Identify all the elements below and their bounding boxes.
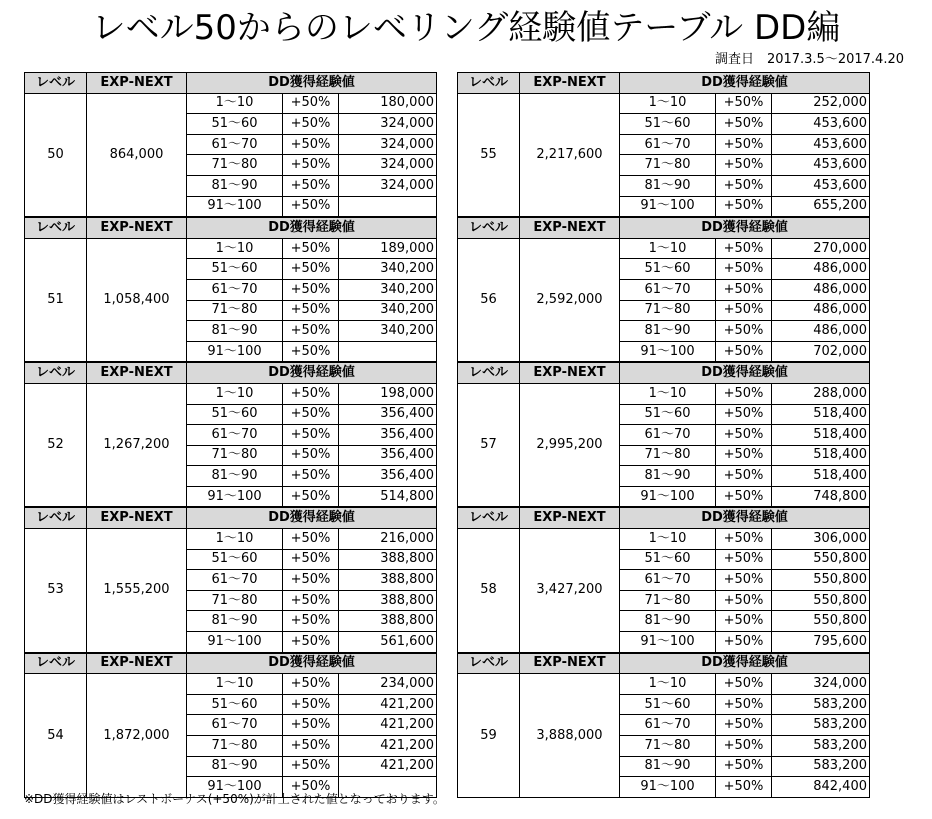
exp-next-cell: 1,872,000 bbox=[87, 674, 187, 798]
bonus-cell: +50% bbox=[716, 529, 772, 550]
level-table-54 bbox=[24, 653, 437, 798]
exp-value-cell: 655,200 bbox=[772, 196, 870, 217]
header-exp-next: EXP-NEXT bbox=[87, 653, 187, 674]
header-level: レベル bbox=[458, 363, 520, 384]
range-cell: 51～60 bbox=[620, 259, 716, 280]
bonus-cell: +50% bbox=[283, 341, 339, 362]
range-cell: 91～100 bbox=[187, 486, 283, 507]
range-cell: 81～90 bbox=[620, 611, 716, 632]
level-table-59 bbox=[457, 653, 870, 798]
table-row bbox=[458, 529, 870, 550]
exp-value-cell: 216,000 bbox=[339, 529, 437, 550]
bonus-cell: +50% bbox=[283, 674, 339, 695]
exp-value-cell: 324,000 bbox=[339, 134, 437, 155]
range-cell: 61～70 bbox=[187, 715, 283, 736]
range-cell: 1～10 bbox=[187, 93, 283, 114]
header-exp-next: EXP-NEXT bbox=[520, 218, 620, 239]
exp-value-cell: 252,000 bbox=[772, 93, 870, 114]
range-cell: 1～10 bbox=[620, 93, 716, 114]
bonus-cell: +50% bbox=[283, 134, 339, 155]
range-cell: 91～100 bbox=[187, 341, 283, 362]
bonus-cell: +50% bbox=[283, 300, 339, 321]
bonus-cell: +50% bbox=[283, 715, 339, 736]
exp-value-cell: 550,800 bbox=[772, 611, 870, 632]
bonus-cell: +50% bbox=[283, 114, 339, 135]
exp-value-cell: 583,200 bbox=[772, 694, 870, 715]
right-column bbox=[457, 72, 870, 798]
table-header-row bbox=[25, 363, 437, 384]
header-dd-exp: DD獲得経験値 bbox=[620, 218, 870, 239]
bonus-cell: +50% bbox=[716, 300, 772, 321]
bonus-cell: +50% bbox=[283, 238, 339, 259]
range-cell: 61～70 bbox=[187, 279, 283, 300]
bonus-cell: +50% bbox=[716, 632, 772, 653]
bonus-cell: +50% bbox=[716, 425, 772, 446]
table-row bbox=[458, 674, 870, 695]
exp-value-cell: 388,800 bbox=[339, 590, 437, 611]
bonus-cell: +50% bbox=[716, 93, 772, 114]
bonus-cell: +50% bbox=[283, 93, 339, 114]
level-table-58 bbox=[457, 507, 870, 652]
level-cell: 55 bbox=[458, 93, 520, 217]
range-cell: 91～100 bbox=[187, 196, 283, 217]
bonus-cell: +50% bbox=[716, 404, 772, 425]
header-dd-exp: DD獲得経験値 bbox=[187, 653, 437, 674]
range-cell: 1～10 bbox=[620, 674, 716, 695]
level-table-52 bbox=[24, 362, 437, 507]
header-level: レベル bbox=[458, 653, 520, 674]
table-header-row bbox=[458, 218, 870, 239]
level-cell: 50 bbox=[25, 93, 87, 217]
header-level: レベル bbox=[25, 508, 87, 529]
exp-value-cell: 288,000 bbox=[772, 383, 870, 404]
bonus-cell: +50% bbox=[716, 549, 772, 570]
table-header-row bbox=[458, 363, 870, 384]
exp-value-cell: 324,000 bbox=[339, 175, 437, 196]
exp-next-cell: 1,555,200 bbox=[87, 529, 187, 653]
header-dd-exp: DD獲得経験値 bbox=[187, 363, 437, 384]
bonus-cell: +50% bbox=[716, 341, 772, 362]
level-cell: 58 bbox=[458, 529, 520, 653]
exp-value-cell: 421,200 bbox=[339, 736, 437, 757]
range-cell: 91～100 bbox=[620, 486, 716, 507]
exp-next-cell: 3,888,000 bbox=[520, 674, 620, 798]
bonus-cell: +50% bbox=[283, 425, 339, 446]
table-row bbox=[458, 93, 870, 114]
exp-next-cell: 2,995,200 bbox=[520, 383, 620, 507]
exp-value-cell: 198,000 bbox=[339, 383, 437, 404]
table-row bbox=[458, 383, 870, 404]
exp-value-cell: 356,400 bbox=[339, 425, 437, 446]
exp-value-cell: 388,800 bbox=[339, 570, 437, 591]
header-level: レベル bbox=[25, 73, 87, 94]
range-cell: 51～60 bbox=[620, 694, 716, 715]
range-cell: 51～60 bbox=[187, 549, 283, 570]
footnote: ※DD獲得経験値はレストボーナス(+50%)が計上された値となっております。 bbox=[24, 792, 445, 806]
exp-value-cell: 583,200 bbox=[772, 736, 870, 757]
bonus-cell: +50% bbox=[283, 383, 339, 404]
range-cell: 51～60 bbox=[620, 549, 716, 570]
exp-value-cell: 486,000 bbox=[772, 259, 870, 280]
exp-next-cell: 1,058,400 bbox=[87, 238, 187, 362]
exp-value-cell: 518,400 bbox=[772, 404, 870, 425]
table-header-row bbox=[25, 653, 437, 674]
bonus-cell: +50% bbox=[283, 632, 339, 653]
exp-value-cell: 340,200 bbox=[339, 300, 437, 321]
bonus-cell: +50% bbox=[716, 715, 772, 736]
exp-value-cell: 453,600 bbox=[772, 134, 870, 155]
range-cell: 91～100 bbox=[620, 777, 716, 798]
header-exp-next: EXP-NEXT bbox=[520, 508, 620, 529]
range-cell: 61～70 bbox=[620, 279, 716, 300]
bonus-cell: +50% bbox=[716, 321, 772, 342]
exp-value-cell: 518,400 bbox=[772, 425, 870, 446]
bonus-cell: +50% bbox=[716, 238, 772, 259]
range-cell: 1～10 bbox=[620, 529, 716, 550]
table-header-row bbox=[458, 508, 870, 529]
level-cell: 57 bbox=[458, 383, 520, 507]
range-cell: 81～90 bbox=[187, 611, 283, 632]
exp-value-cell: 340,200 bbox=[339, 259, 437, 280]
table-header-row bbox=[25, 218, 437, 239]
header-level: レベル bbox=[25, 363, 87, 384]
bonus-cell: +50% bbox=[716, 756, 772, 777]
bonus-cell: +50% bbox=[283, 175, 339, 196]
exp-value-cell: 356,400 bbox=[339, 445, 437, 466]
level-cell: 56 bbox=[458, 238, 520, 362]
level-cell: 51 bbox=[25, 238, 87, 362]
exp-value-cell: 180,000 bbox=[339, 93, 437, 114]
bonus-cell: +50% bbox=[283, 279, 339, 300]
table-row bbox=[25, 529, 437, 550]
exp-value-cell: 518,400 bbox=[772, 445, 870, 466]
exp-value-cell: 421,200 bbox=[339, 694, 437, 715]
range-cell: 81～90 bbox=[620, 756, 716, 777]
bonus-cell: +50% bbox=[283, 155, 339, 176]
range-cell: 81～90 bbox=[187, 466, 283, 487]
exp-value-cell: 453,600 bbox=[772, 114, 870, 135]
exp-value-cell: 189,000 bbox=[339, 238, 437, 259]
bonus-cell: +50% bbox=[716, 196, 772, 217]
range-cell: 51～60 bbox=[620, 404, 716, 425]
range-cell: 81～90 bbox=[620, 466, 716, 487]
table-row bbox=[25, 238, 437, 259]
level-table-55 bbox=[457, 72, 870, 217]
range-cell: 71～80 bbox=[187, 300, 283, 321]
range-cell: 71～80 bbox=[620, 736, 716, 757]
table-header-row bbox=[458, 653, 870, 674]
header-exp-next: EXP-NEXT bbox=[520, 73, 620, 94]
range-cell: 81～90 bbox=[620, 321, 716, 342]
exp-value-cell: 453,600 bbox=[772, 155, 870, 176]
range-cell: 1～10 bbox=[187, 674, 283, 695]
range-cell: 61～70 bbox=[187, 134, 283, 155]
bonus-cell: +50% bbox=[716, 486, 772, 507]
level-cell: 54 bbox=[25, 674, 87, 798]
exp-value-cell: 550,800 bbox=[772, 549, 870, 570]
range-cell: 71～80 bbox=[620, 300, 716, 321]
header-dd-exp: DD獲得経験値 bbox=[620, 73, 870, 94]
exp-value-cell: 486,000 bbox=[772, 279, 870, 300]
bonus-cell: +50% bbox=[716, 175, 772, 196]
bonus-cell: +50% bbox=[716, 466, 772, 487]
bonus-cell: +50% bbox=[283, 694, 339, 715]
range-cell: 91～100 bbox=[620, 341, 716, 362]
level-table-50 bbox=[24, 72, 437, 217]
exp-value-cell: 561,600 bbox=[339, 632, 437, 653]
exp-value-cell: 795,600 bbox=[772, 632, 870, 653]
range-cell: 81～90 bbox=[187, 321, 283, 342]
table-row bbox=[25, 383, 437, 404]
table-header-row bbox=[458, 73, 870, 94]
header-dd-exp: DD獲得経験値 bbox=[187, 508, 437, 529]
header-dd-exp: DD獲得経験値 bbox=[620, 363, 870, 384]
exp-value-cell: 340,200 bbox=[339, 279, 437, 300]
exp-value-cell: 842,400 bbox=[772, 777, 870, 798]
bonus-cell: +50% bbox=[283, 321, 339, 342]
range-cell: 71～80 bbox=[620, 590, 716, 611]
bonus-cell: +50% bbox=[716, 383, 772, 404]
bonus-cell: +50% bbox=[716, 259, 772, 280]
bonus-cell: +50% bbox=[283, 570, 339, 591]
bonus-cell: +50% bbox=[716, 114, 772, 135]
exp-value-cell: 514,800 bbox=[339, 486, 437, 507]
range-cell: 91～100 bbox=[620, 632, 716, 653]
header-exp-next: EXP-NEXT bbox=[87, 218, 187, 239]
exp-value-cell: 356,400 bbox=[339, 466, 437, 487]
range-cell: 1～10 bbox=[620, 383, 716, 404]
exp-value-cell: 583,200 bbox=[772, 756, 870, 777]
exp-value-cell: 702,000 bbox=[772, 341, 870, 362]
exp-value-cell: 486,000 bbox=[772, 300, 870, 321]
range-cell: 1～10 bbox=[187, 529, 283, 550]
exp-value-cell: 324,000 bbox=[339, 114, 437, 135]
exp-value-cell: 388,800 bbox=[339, 549, 437, 570]
range-cell: 51～60 bbox=[620, 114, 716, 135]
level-table-53 bbox=[24, 507, 437, 652]
range-cell: 71～80 bbox=[620, 445, 716, 466]
bonus-cell: +50% bbox=[716, 445, 772, 466]
bonus-cell: +50% bbox=[716, 674, 772, 695]
header-level: レベル bbox=[25, 653, 87, 674]
bonus-cell: +50% bbox=[283, 466, 339, 487]
header-exp-next: EXP-NEXT bbox=[87, 363, 187, 384]
range-cell: 51～60 bbox=[187, 259, 283, 280]
range-cell: 61～70 bbox=[620, 570, 716, 591]
table-row bbox=[458, 238, 870, 259]
table-row bbox=[25, 93, 437, 114]
bonus-cell: +50% bbox=[283, 529, 339, 550]
table-header-row bbox=[25, 508, 437, 529]
range-cell: 71～80 bbox=[187, 445, 283, 466]
range-cell: 61～70 bbox=[620, 134, 716, 155]
range-cell: 51～60 bbox=[187, 694, 283, 715]
bonus-cell: +50% bbox=[716, 570, 772, 591]
header-dd-exp: DD獲得経験値 bbox=[187, 73, 437, 94]
table-header-row bbox=[25, 73, 437, 94]
range-cell: 1～10 bbox=[620, 238, 716, 259]
bonus-cell: +50% bbox=[283, 259, 339, 280]
header-exp-next: EXP-NEXT bbox=[520, 653, 620, 674]
exp-next-cell: 864,000 bbox=[87, 93, 187, 217]
exp-next-cell: 1,267,200 bbox=[87, 383, 187, 507]
level-table-51 bbox=[24, 217, 437, 362]
exp-next-cell: 3,427,200 bbox=[520, 529, 620, 653]
bonus-cell: +50% bbox=[716, 279, 772, 300]
exp-value-cell: 518,400 bbox=[772, 466, 870, 487]
exp-value-cell: 324,000 bbox=[339, 155, 437, 176]
range-cell: 61～70 bbox=[187, 425, 283, 446]
range-cell: 91～100 bbox=[187, 632, 283, 653]
header-dd-exp: DD獲得経験値 bbox=[620, 653, 870, 674]
exp-value-cell: 324,000 bbox=[772, 674, 870, 695]
bonus-cell: +50% bbox=[283, 777, 339, 798]
header-level: レベル bbox=[458, 508, 520, 529]
exp-value-cell: 340,200 bbox=[339, 321, 437, 342]
survey-date: 調査日 2017.3.5～2017.4.20 bbox=[714, 52, 904, 67]
bonus-cell: +50% bbox=[283, 756, 339, 777]
header-dd-exp: DD獲得経験値 bbox=[187, 218, 437, 239]
exp-value-cell: 583,200 bbox=[772, 715, 870, 736]
left-column bbox=[24, 72, 437, 798]
page-title: レベル50からのレベリング経験値テーブル DD編 bbox=[91, 8, 841, 48]
level-cell: 52 bbox=[25, 383, 87, 507]
level-cell: 53 bbox=[25, 529, 87, 653]
range-cell: 81～90 bbox=[187, 756, 283, 777]
bonus-cell: +50% bbox=[283, 590, 339, 611]
bonus-cell: +50% bbox=[283, 404, 339, 425]
range-cell: 91～100 bbox=[187, 777, 283, 798]
range-cell: 61～70 bbox=[187, 570, 283, 591]
header-level: レベル bbox=[25, 218, 87, 239]
level-cell: 59 bbox=[458, 674, 520, 798]
level-table-57 bbox=[457, 362, 870, 507]
bonus-cell: +50% bbox=[716, 590, 772, 611]
bonus-cell: +50% bbox=[283, 196, 339, 217]
header-level: レベル bbox=[458, 73, 520, 94]
bonus-cell: +50% bbox=[716, 611, 772, 632]
range-cell: 81～90 bbox=[620, 175, 716, 196]
exp-value-cell: 550,800 bbox=[772, 570, 870, 591]
bonus-cell: +50% bbox=[716, 155, 772, 176]
exp-value-cell: 356,400 bbox=[339, 404, 437, 425]
exp-value-cell: 486,000 bbox=[772, 321, 870, 342]
range-cell: 61～70 bbox=[620, 425, 716, 446]
bonus-cell: +50% bbox=[283, 445, 339, 466]
range-cell: 71～80 bbox=[620, 155, 716, 176]
exp-value-cell: 748,800 bbox=[772, 486, 870, 507]
header-exp-next: EXP-NEXT bbox=[87, 73, 187, 94]
bonus-cell: +50% bbox=[716, 134, 772, 155]
table-row bbox=[25, 674, 437, 695]
bonus-cell: +50% bbox=[283, 486, 339, 507]
range-cell: 61～70 bbox=[620, 715, 716, 736]
exp-value-cell: 453,600 bbox=[772, 175, 870, 196]
bonus-cell: +50% bbox=[283, 549, 339, 570]
exp-next-cell: 2,592,000 bbox=[520, 238, 620, 362]
range-cell: 51～60 bbox=[187, 114, 283, 135]
exp-value-cell: 270,000 bbox=[772, 238, 870, 259]
level-table-56 bbox=[457, 217, 870, 362]
header-dd-exp: DD獲得経験値 bbox=[620, 508, 870, 529]
header-level: レベル bbox=[458, 218, 520, 239]
exp-value-cell: 550,800 bbox=[772, 590, 870, 611]
range-cell: 71～80 bbox=[187, 590, 283, 611]
header-exp-next: EXP-NEXT bbox=[520, 363, 620, 384]
header-exp-next: EXP-NEXT bbox=[87, 508, 187, 529]
bonus-cell: +50% bbox=[283, 736, 339, 757]
bonus-cell: +50% bbox=[283, 611, 339, 632]
exp-value-cell: 234,000 bbox=[339, 674, 437, 695]
range-cell: 81～90 bbox=[187, 175, 283, 196]
range-cell: 91～100 bbox=[620, 196, 716, 217]
exp-next-cell: 2,217,600 bbox=[520, 93, 620, 217]
range-cell: 1～10 bbox=[187, 383, 283, 404]
exp-value-cell bbox=[339, 196, 437, 217]
bonus-cell: +50% bbox=[716, 694, 772, 715]
range-cell: 71～80 bbox=[187, 155, 283, 176]
range-cell: 71～80 bbox=[187, 736, 283, 757]
range-cell: 1～10 bbox=[187, 238, 283, 259]
range-cell: 51～60 bbox=[187, 404, 283, 425]
exp-value-cell bbox=[339, 341, 437, 362]
bonus-cell: +50% bbox=[716, 736, 772, 757]
exp-value-cell: 306,000 bbox=[772, 529, 870, 550]
exp-value-cell: 421,200 bbox=[339, 715, 437, 736]
bonus-cell: +50% bbox=[716, 777, 772, 798]
exp-value-cell: 421,200 bbox=[339, 756, 437, 777]
exp-value-cell: 388,800 bbox=[339, 611, 437, 632]
